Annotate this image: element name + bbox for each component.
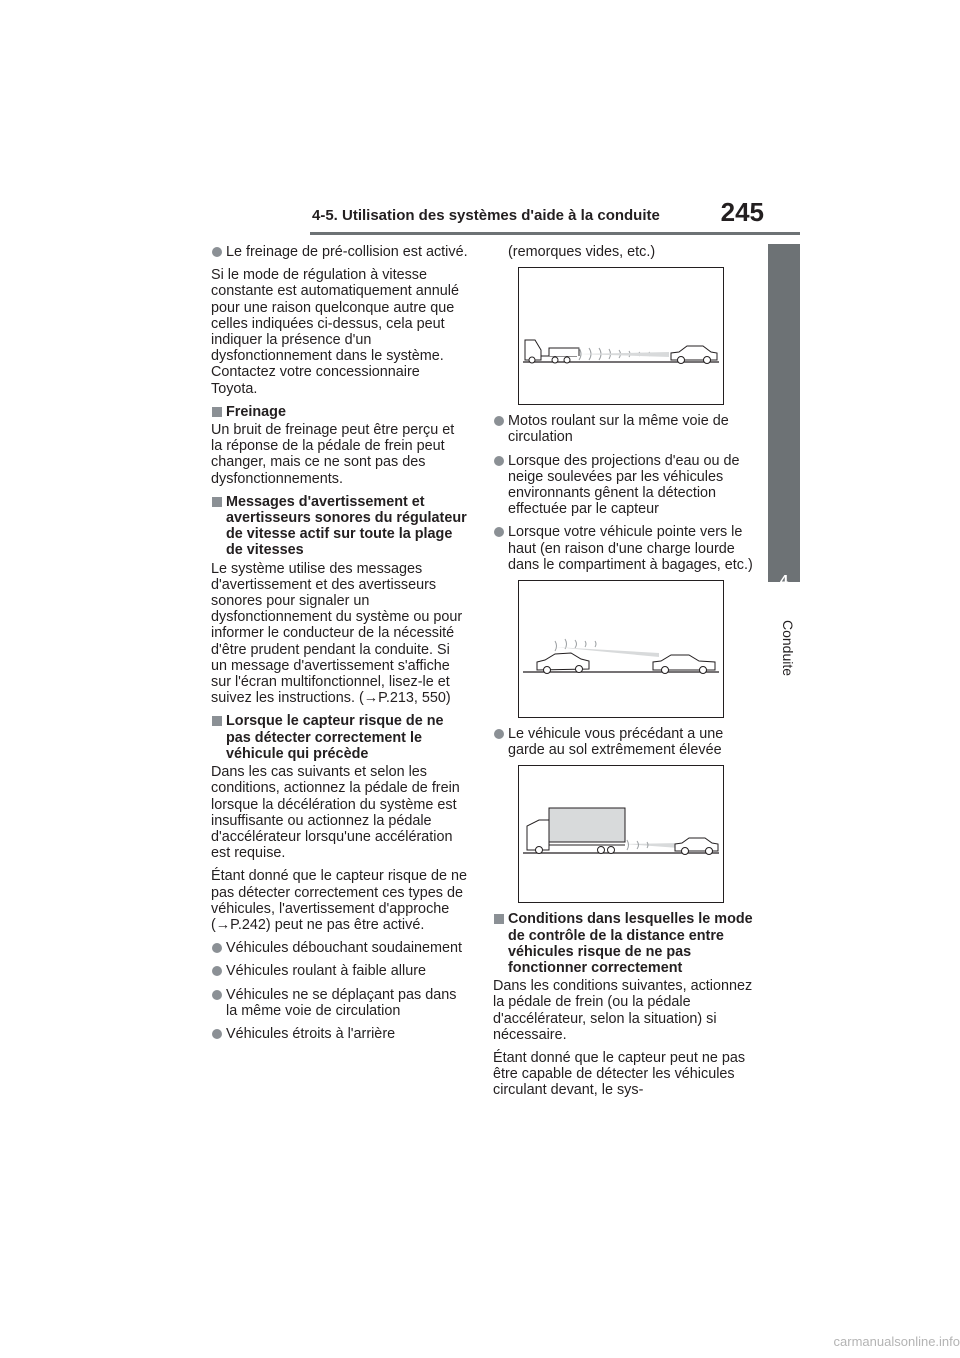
page-number: 245	[720, 197, 764, 227]
tilted-car-illustration	[519, 581, 723, 717]
chapter-tab-label: Conduite	[780, 620, 796, 677]
watermark: carmanualsonline.info	[833, 1334, 960, 1349]
bullet-precollision: Le freinage de pré-collision est activé.	[211, 244, 469, 260]
left-column	[211, 244, 469, 1049]
bullet-motos: Motos roulant sur la même voie de circulation	[493, 413, 755, 445]
paragraph-cancel-info: Si le mode de régulation à vitesse constante est automatiquement annulé pour une raison quelconque autre que celles indiquées ci-dessus, cela peut indiquer la présence d'un dysfonctionnement dans le système. Contactez votre concessionnaire Toyota.	[211, 267, 460, 397]
car-icon	[675, 838, 718, 855]
paragraph-remorques: (remorques vides, etc.)	[508, 244, 656, 260]
trailer-illustration	[519, 268, 723, 404]
truck-illustration	[519, 766, 723, 902]
section-title: 4-5. Utilisation des systèmes d'aide à la conduite	[312, 207, 660, 224]
paragraph-messages: Le système utilise des messages d'avertissement et des avertisseurs sonores pour signaler un dysfonctionnement du système ou pour informer le conducteur de la nécessité d'être prudent pendant la conduite. Si un message d'avertissement s'affiche sur l'écran multifonctionnel, lisez-le et suivez les instructions. (→P.213, 550)	[211, 560, 463, 707]
paragraph-conditions: Dans les conditions suivantes, actionnez la pédale de frein (ou la pédale d'accélérateur, selon la situation) si nécessaire.	[493, 978, 753, 1043]
figure-trailer	[518, 267, 724, 405]
heading-capteur: Lorsque le capteur risque de ne pas détecter correctement le véhicule qui précède	[211, 713, 469, 762]
paragraph-capteur-devant: Étant donné que le capteur peut ne pas être capable de détecter les véhicules circulant devant, le sys-	[493, 1050, 746, 1099]
paragraph-avertissement: Étant donné que le capteur risque de ne pas détecter correctement ces types de véhicules, l'avertissement d'approche (→P.242) peut ne pas être activé.	[211, 868, 468, 933]
bullet-pointe-haut: Lorsque votre véhicule pointe vers le haut (en raison d'une charge lourde dans le compartiment à bagages, etc.)	[493, 524, 755, 573]
truck-icon	[527, 808, 625, 854]
figure-tilted-car	[518, 580, 724, 718]
header-rule	[310, 232, 800, 235]
bullet-garde-sol: Le véhicule vous précédant a une garde au sol extrêmement élevée	[493, 726, 755, 758]
bullet-projections: Lorsque des projections d'eau ou de neige soulevées par les véhicules environnants gênent la détection effectuée par le capteur	[493, 453, 755, 518]
paragraph-capteur: Dans les cas suivants et selon les conditions, actionnez la pédale de frein lorsque la décélération du système est insuffisante ou actionnez la pédale d'accélérateur lorsqu'une accélération est requise.	[211, 764, 460, 862]
chapter-tab-number: 4	[779, 572, 789, 589]
heading-freinage: Freinage	[211, 404, 469, 420]
right-column	[493, 244, 755, 1106]
car-icon	[671, 346, 717, 364]
bullet-meme-voie: Véhicules ne se déplaçant pas dans la même voie de circulation	[211, 987, 469, 1019]
heading-messages: Messages d'avertissement et avertisseurs sonores du régulateur de vitesse actif sur toute la plage de vitesses	[211, 494, 469, 559]
chapter-tab[interactable]	[768, 244, 800, 582]
paragraph-freinage: Un bruit de freinage peut être perçu et la réponse de la pédale de frein peut changer, mais ce ne sont pas des dysfonctionnements.	[211, 422, 455, 487]
car-icon	[653, 655, 715, 674]
bullet-faible-allure: Véhicules roulant à faible allure	[211, 963, 469, 979]
truck-icon	[525, 340, 579, 363]
heading-conditions: Conditions dans lesquelles le mode de contrôle de la distance entre véhicules risque de ne pas fonctionner correctement	[493, 911, 755, 976]
bullet-etroits: Véhicules étroits à l'arrière	[211, 1026, 469, 1042]
car-icon	[537, 653, 589, 674]
bullet-debouchant: Véhicules débouchant soudainement	[211, 940, 469, 956]
figure-truck	[518, 765, 724, 903]
